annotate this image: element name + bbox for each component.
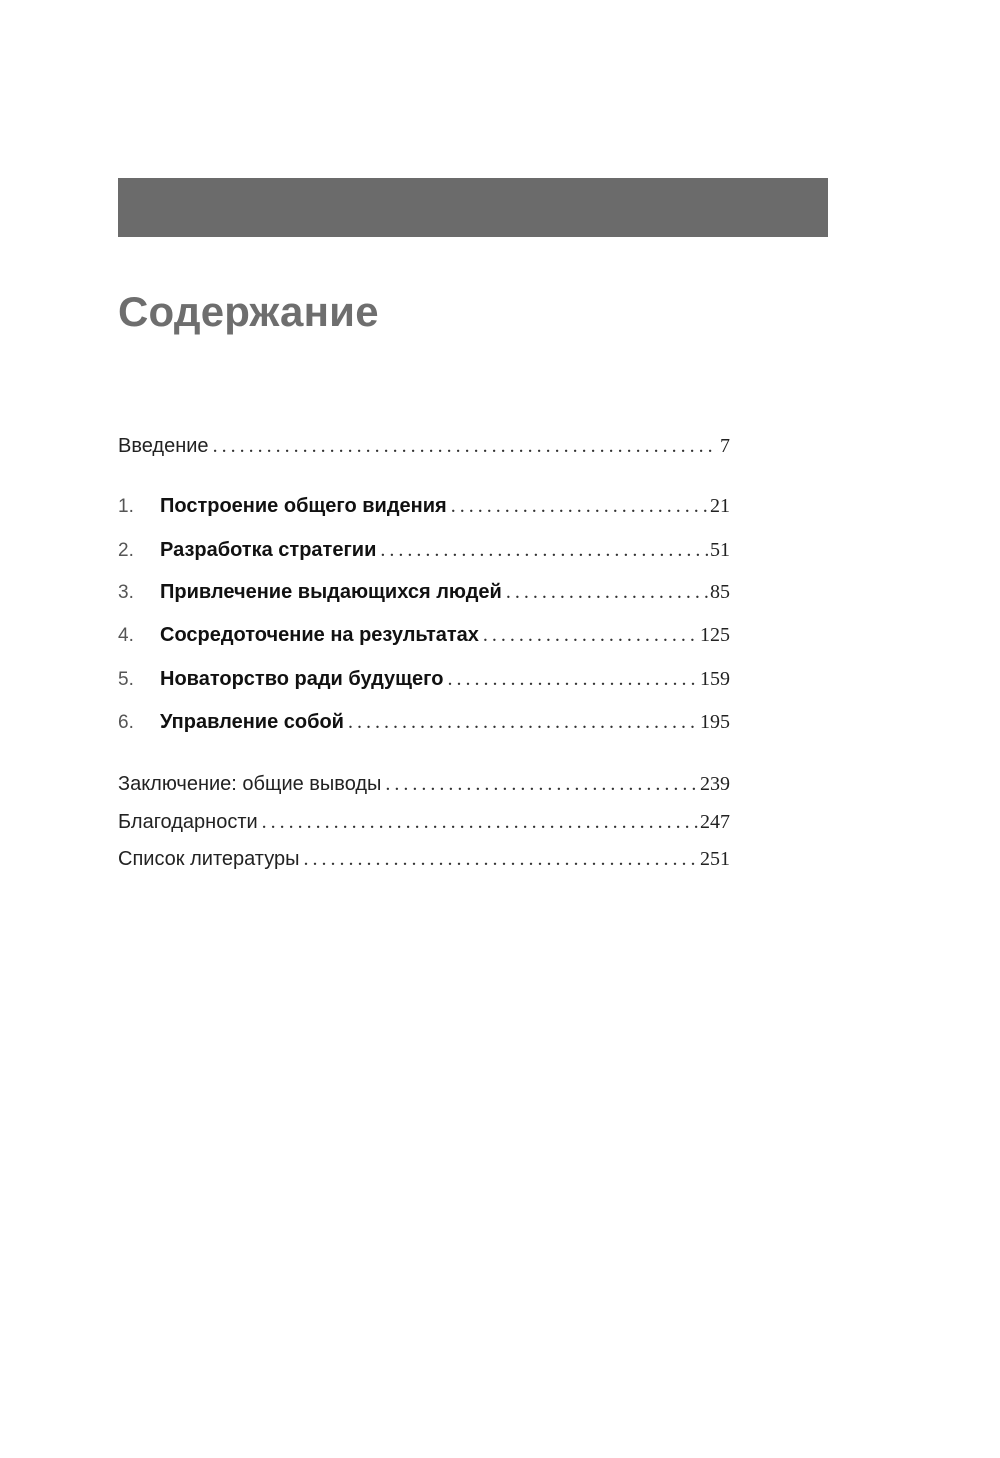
toc-entry-conclusion[interactable] <box>118 769 730 799</box>
toc-entry-title: Управление собой <box>160 711 344 733</box>
toc-dot-leader <box>483 620 698 650</box>
toc-entry-page: 85 <box>710 581 730 603</box>
toc-dot-leader <box>348 707 698 737</box>
toc-entry-page: 251 <box>700 848 730 870</box>
toc-entry-title: Построение общего видения <box>160 495 447 517</box>
toc-entry-title: Благодарности <box>118 811 258 833</box>
toc-entry-page: 247 <box>700 811 730 833</box>
toc-entry-chapter-3[interactable] <box>118 577 730 607</box>
toc-entry-title: Сосредоточение на результатах <box>160 624 479 646</box>
toc-chapter-number: 6. <box>118 712 134 733</box>
toc-entry-page: 51 <box>710 539 730 561</box>
toc-entry-title: Введение <box>118 435 209 457</box>
toc-entry-page: 125 <box>700 624 730 646</box>
toc-entry-chapter-1[interactable] <box>118 491 730 521</box>
toc-entry-title: Новаторство ради будущего <box>160 668 444 690</box>
toc-dot-leader <box>451 491 708 521</box>
toc-chapter-number: 1. <box>118 496 134 517</box>
toc-entry-title: Заключение: общие выводы <box>118 773 382 795</box>
toc-entry-page: 159 <box>700 668 730 690</box>
toc-entry-page: 21 <box>710 495 730 517</box>
toc-dot-leader <box>303 844 698 874</box>
toc-entry-title: Разработка стратегии <box>160 539 377 561</box>
toc-chapter-number: 4. <box>118 625 134 646</box>
toc-chapter-number: 2. <box>118 540 134 561</box>
toc-dot-leader <box>262 807 698 837</box>
toc-entry-chapter-2[interactable] <box>118 535 730 565</box>
toc-dot-leader <box>447 664 698 694</box>
toc-entry-title: Список литературы <box>118 848 300 870</box>
header-bar <box>118 178 828 237</box>
toc-entry-page: 239 <box>700 773 730 795</box>
toc-entry-bibliography[interactable] <box>118 844 730 874</box>
toc-dot-leader <box>380 535 708 565</box>
toc-entry-chapter-5[interactable] <box>118 664 730 694</box>
toc-dot-leader <box>213 431 718 461</box>
toc-dot-leader <box>385 769 698 799</box>
toc-entry-intro[interactable] <box>118 431 730 461</box>
toc-entry-page: 195 <box>700 711 730 733</box>
toc-entry-chapter-6[interactable] <box>118 707 730 737</box>
toc-entry-chapter-4[interactable] <box>118 620 730 650</box>
page-title: Содержание <box>118 288 379 335</box>
toc-entry-title: Привлечение выдающихся людей <box>160 581 502 603</box>
toc-dot-leader <box>506 577 708 607</box>
toc-chapter-number: 5. <box>118 669 134 690</box>
toc-chapter-number: 3. <box>118 582 134 603</box>
toc-entry-page: 7 <box>720 435 730 457</box>
toc-entry-acknowledgements[interactable] <box>118 807 730 837</box>
